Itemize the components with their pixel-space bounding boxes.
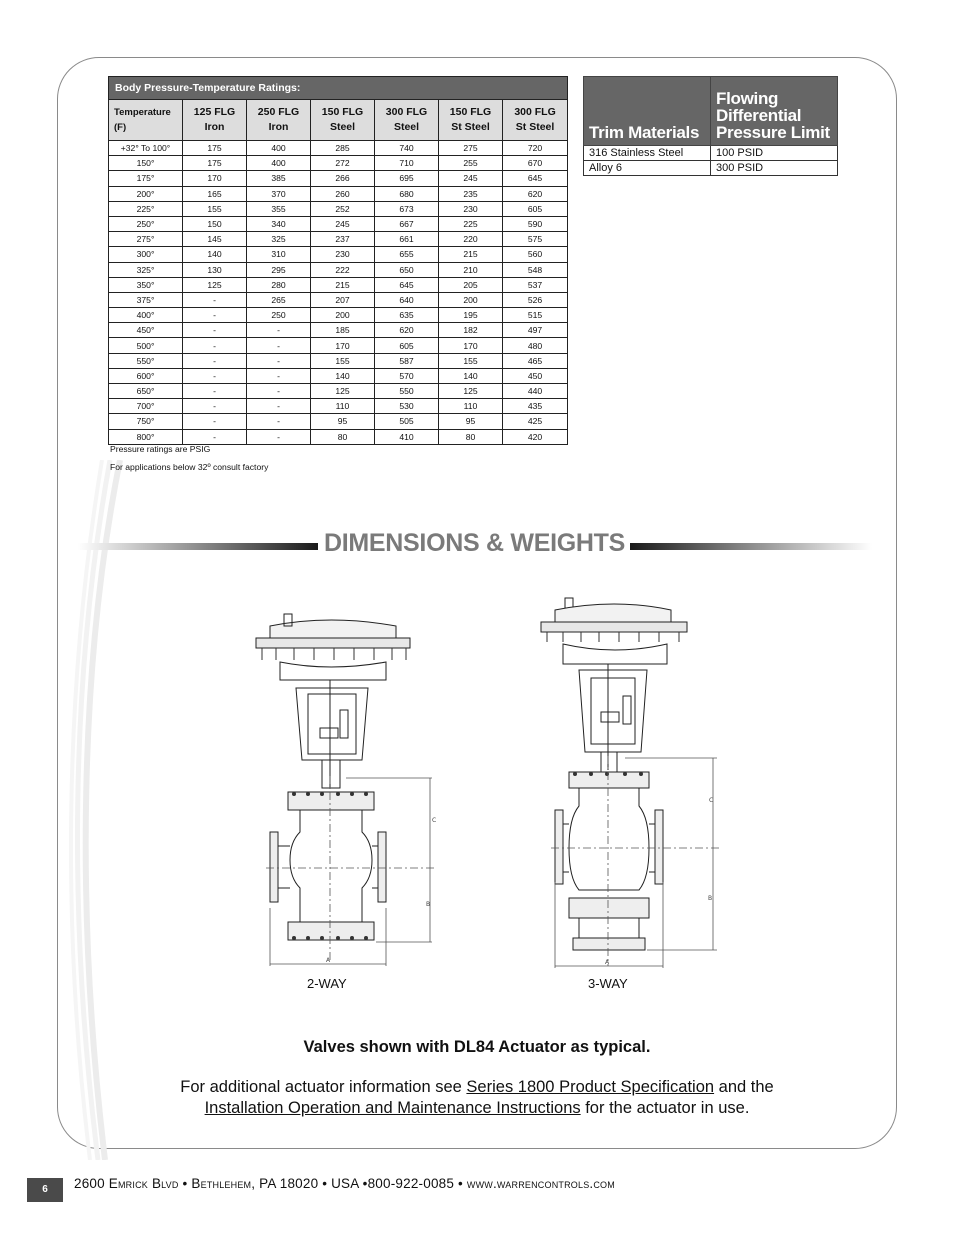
pressure-cell: -	[183, 308, 247, 323]
pressure-cell: 265	[247, 292, 311, 307]
heading-rule-right	[630, 543, 872, 550]
pressure-cell: 200	[311, 308, 375, 323]
table-row	[109, 399, 568, 414]
temperature-cell: 325°	[109, 262, 183, 277]
pressure-cell: 175	[183, 141, 247, 156]
pressure-cell: 272	[311, 156, 375, 171]
pressure-cell: 645	[375, 277, 439, 292]
temperature-cell: 650°	[109, 384, 183, 399]
pressure-cell: 266	[311, 171, 375, 186]
table-row	[109, 384, 568, 399]
pressure-cell: 165	[183, 186, 247, 201]
table-row	[109, 277, 568, 292]
pressure-cell: -	[183, 368, 247, 383]
pressure-cell: 661	[375, 232, 439, 247]
pressure-cell: 275	[439, 141, 503, 156]
temperature-cell: 350°	[109, 277, 183, 292]
pressure-cell: -	[247, 384, 311, 399]
pressure-cell: 640	[375, 292, 439, 307]
three-way-dim-b: B	[708, 895, 713, 902]
temperature-cell: 450°	[109, 323, 183, 338]
pressure-cell: 635	[375, 308, 439, 323]
pressure-cell: -	[183, 353, 247, 368]
pressure-cell: 670	[503, 156, 568, 171]
footer-address: 2600 Emrick Blvd • Bethlehem, PA 18020 • USA •800-922-0085 • www.warrencontrols.com	[74, 1176, 615, 1191]
pressure-cell: 205	[439, 277, 503, 292]
temperature-cell: 400°	[109, 308, 183, 323]
pressure-cell: 740	[375, 141, 439, 156]
three-way-dim-c: C	[709, 797, 714, 804]
pressure-cell: 645	[503, 171, 568, 186]
pressure-cell: -	[247, 323, 311, 338]
series-1800-link[interactable]: Series 1800 Product Specification	[466, 1078, 715, 1096]
pressure-cell: 80	[311, 429, 375, 444]
pressure-cell: 650	[375, 262, 439, 277]
pressure-cell: -	[183, 338, 247, 353]
pressure-cell: 530	[375, 399, 439, 414]
pressure-cell: 680	[375, 186, 439, 201]
pressure-cell: 720	[503, 141, 568, 156]
pressure-cell: 245	[311, 216, 375, 231]
pressure-cell: 425	[503, 414, 568, 429]
table-row	[109, 308, 568, 323]
pressure-cell: 480	[503, 338, 568, 353]
column-header: 150 FLG St Steel	[439, 100, 503, 141]
pressure-cell: 548	[503, 262, 568, 277]
temperature-cell: 175°	[109, 171, 183, 186]
pressure-cell: 295	[247, 262, 311, 277]
pressure-cell: 505	[375, 414, 439, 429]
three-way-valve-drawing	[535, 592, 735, 972]
trim-material-cell: 316 Stainless Steel	[584, 146, 711, 161]
pressure-cell: 400	[247, 156, 311, 171]
pressure-cell: 260	[311, 186, 375, 201]
table-row	[584, 146, 838, 161]
pressure-cell: -	[247, 338, 311, 353]
pressure-cell: -	[183, 399, 247, 414]
pressure-cell: 155	[439, 353, 503, 368]
info-suffix: for the actuator in use.	[580, 1099, 750, 1117]
pressure-cell: 130	[183, 262, 247, 277]
trim-materials-table	[583, 76, 838, 176]
temperature-cell: 375°	[109, 292, 183, 307]
pressure-cell: 225	[439, 216, 503, 231]
table-row	[109, 353, 568, 368]
pressure-cell: 245	[439, 171, 503, 186]
pressure-cell: -	[247, 368, 311, 383]
three-way-actuator	[541, 598, 687, 772]
pressure-cell: 673	[375, 201, 439, 216]
pressure-cell: 237	[311, 232, 375, 247]
column-header: 300 FLG Steel	[375, 100, 439, 141]
table-row	[109, 262, 568, 277]
table-row	[109, 292, 568, 307]
pressure-cell: 285	[311, 141, 375, 156]
two-way-actuator	[256, 614, 410, 788]
pressure-cell: 110	[311, 399, 375, 414]
pressure-cell: 182	[439, 323, 503, 338]
pressure-cell: 310	[247, 247, 311, 262]
pressure-limit-cell: 300 PSID	[711, 161, 838, 176]
pressure-cell: 655	[375, 247, 439, 262]
two-way-dim-a: A	[326, 957, 331, 964]
pressure-cell: 560	[503, 247, 568, 262]
pressure-cell: 255	[439, 156, 503, 171]
pressure-cell: 195	[439, 308, 503, 323]
pressure-cell: 207	[311, 292, 375, 307]
pressure-cell: 526	[503, 292, 568, 307]
pressure-cell: 250	[247, 308, 311, 323]
info-prefix: For additional actuator information see	[180, 1078, 467, 1096]
table-row	[109, 429, 568, 444]
temperature-cell: 750°	[109, 414, 183, 429]
pressure-limit-cell: 100 PSID	[711, 146, 838, 161]
pressure-cell: 155	[311, 353, 375, 368]
pressure-cell: 570	[375, 368, 439, 383]
pressure-cell: 150	[183, 216, 247, 231]
pressure-cell: 537	[503, 277, 568, 292]
actuator-caption: Valves shown with DL84 Actuator as typical.	[303, 1038, 651, 1056]
table-row	[109, 201, 568, 216]
pressure-cell: 605	[375, 338, 439, 353]
table-row	[109, 368, 568, 383]
temperature-cell: 275°	[109, 232, 183, 247]
pressure-cell: -	[183, 323, 247, 338]
pressure-cell: 440	[503, 384, 568, 399]
pressure-cell: -	[183, 292, 247, 307]
heading-rule-left	[78, 543, 318, 550]
pressure-cell: 210	[439, 262, 503, 277]
temperature-cell: 225°	[109, 201, 183, 216]
three-way-dim-a: A	[605, 959, 610, 966]
pressure-cell: 605	[503, 201, 568, 216]
pressure-cell: 175	[183, 156, 247, 171]
pressure-cell: 695	[375, 171, 439, 186]
trim-materials-header: Trim Materials	[584, 77, 711, 146]
pressure-cell: -	[183, 429, 247, 444]
table-row	[109, 247, 568, 262]
low-temp-note: For applications below 32º consult factory	[110, 462, 269, 472]
pressure-cell: 215	[439, 247, 503, 262]
pressure-cell: 497	[503, 323, 568, 338]
column-header: 250 FLG Iron	[247, 100, 311, 141]
pressure-cell: 170	[183, 171, 247, 186]
table-row	[584, 161, 838, 176]
pressure-cell: 325	[247, 232, 311, 247]
pressure-note: Pressure ratings are PSIG	[110, 444, 211, 454]
temperature-cell: 700°	[109, 399, 183, 414]
pressure-cell: 155	[183, 201, 247, 216]
pressure-cell: 550	[375, 384, 439, 399]
pressure-temperature-table	[108, 76, 568, 445]
two-way-dim-c: C	[432, 817, 437, 824]
table-row	[109, 338, 568, 353]
pressure-cell: 400	[247, 141, 311, 156]
pressure-cell: 125	[311, 384, 375, 399]
pressure-cell: 465	[503, 353, 568, 368]
temperature-cell: 300°	[109, 247, 183, 262]
pressure-cell: 222	[311, 262, 375, 277]
table-row	[109, 156, 568, 171]
table-row	[109, 232, 568, 247]
temperature-cell: 600°	[109, 368, 183, 383]
info-line-1	[0, 1078, 954, 1097]
pressure-cell: 515	[503, 308, 568, 323]
pressure-cell: 385	[247, 171, 311, 186]
pressure-cell: 140	[183, 247, 247, 262]
pressure-cell: 450	[503, 368, 568, 383]
table-row	[109, 216, 568, 231]
pressure-cell: 435	[503, 399, 568, 414]
pressure-cell: 420	[503, 429, 568, 444]
three-way-label: 3-WAY	[588, 976, 628, 991]
pressure-cell: 220	[439, 232, 503, 247]
column-header: 300 FLG St Steel	[503, 100, 568, 141]
pressure-cell: 587	[375, 353, 439, 368]
pressure-cell: 710	[375, 156, 439, 171]
pressure-cell: 410	[375, 429, 439, 444]
temperature-cell: 500°	[109, 338, 183, 353]
two-way-body	[270, 792, 386, 940]
pressure-cell: -	[183, 414, 247, 429]
pressure-cell: 355	[247, 201, 311, 216]
table-row	[109, 186, 568, 201]
two-way-valve-drawing	[250, 610, 450, 970]
table-row	[109, 171, 568, 186]
pressure-cell: 200	[439, 292, 503, 307]
pressure-cell: -	[247, 399, 311, 414]
temperature-cell: +32° To 100°	[109, 141, 183, 156]
temperature-cell: 250°	[109, 216, 183, 231]
pressure-cell: 140	[311, 368, 375, 383]
trim-material-cell: Alloy 6	[584, 161, 711, 176]
three-way-body	[555, 772, 663, 950]
column-header: 125 FLG Iron	[183, 100, 247, 141]
pressure-cell: 145	[183, 232, 247, 247]
pressure-cell: 667	[375, 216, 439, 231]
pressure-cell: -	[247, 353, 311, 368]
pressure-cell: 110	[439, 399, 503, 414]
pressure-cell: 235	[439, 186, 503, 201]
pressure-cell: 215	[311, 277, 375, 292]
pressure-limit-header: Flowing Differential Pressure Limit	[711, 77, 838, 146]
pressure-cell: 340	[247, 216, 311, 231]
pressure-cell: 95	[439, 414, 503, 429]
pressure-cell: -	[183, 384, 247, 399]
table-row	[109, 414, 568, 429]
pressure-cell: 80	[439, 429, 503, 444]
pressure-cell: 620	[503, 186, 568, 201]
pressure-cell: 252	[311, 201, 375, 216]
iom-instructions-link[interactable]: Installation Operation and Maintenance Instructions	[204, 1099, 581, 1117]
temperature-cell: 550°	[109, 353, 183, 368]
temperature-cell: 200°	[109, 186, 183, 201]
pressure-cell: 125	[183, 277, 247, 292]
info-line-2	[0, 1099, 954, 1118]
two-way-label: 2-WAY	[307, 976, 347, 991]
pressure-cell: 230	[311, 247, 375, 262]
pressure-cell: 140	[439, 368, 503, 383]
pressure-cell: 370	[247, 186, 311, 201]
pressure-cell: -	[247, 414, 311, 429]
pressure-cell: 590	[503, 216, 568, 231]
pressure-cell: -	[247, 429, 311, 444]
two-way-dim-b: B	[426, 901, 431, 908]
temperature-cell: 800°	[109, 429, 183, 444]
pressure-cell: 620	[375, 323, 439, 338]
pressure-cell: 170	[311, 338, 375, 353]
pressure-cell: 95	[311, 414, 375, 429]
column-header: 150 FLG Steel	[311, 100, 375, 141]
section-title: DIMENSIONS & WEIGHTS	[324, 529, 625, 557]
pressure-cell: 280	[247, 277, 311, 292]
pressure-cell: 185	[311, 323, 375, 338]
temperature-cell: 150°	[109, 156, 183, 171]
table-row	[109, 141, 568, 156]
info-mid: and the	[714, 1078, 774, 1096]
table-row	[109, 323, 568, 338]
pressure-cell: 230	[439, 201, 503, 216]
temperature-header: Temperature (F)	[109, 100, 183, 141]
table-caption: Body Pressure-Temperature Ratings:	[109, 77, 568, 100]
pressure-cell: 575	[503, 232, 568, 247]
pressure-cell: 125	[439, 384, 503, 399]
pressure-cell: 170	[439, 338, 503, 353]
page-number: 6	[27, 1178, 63, 1202]
